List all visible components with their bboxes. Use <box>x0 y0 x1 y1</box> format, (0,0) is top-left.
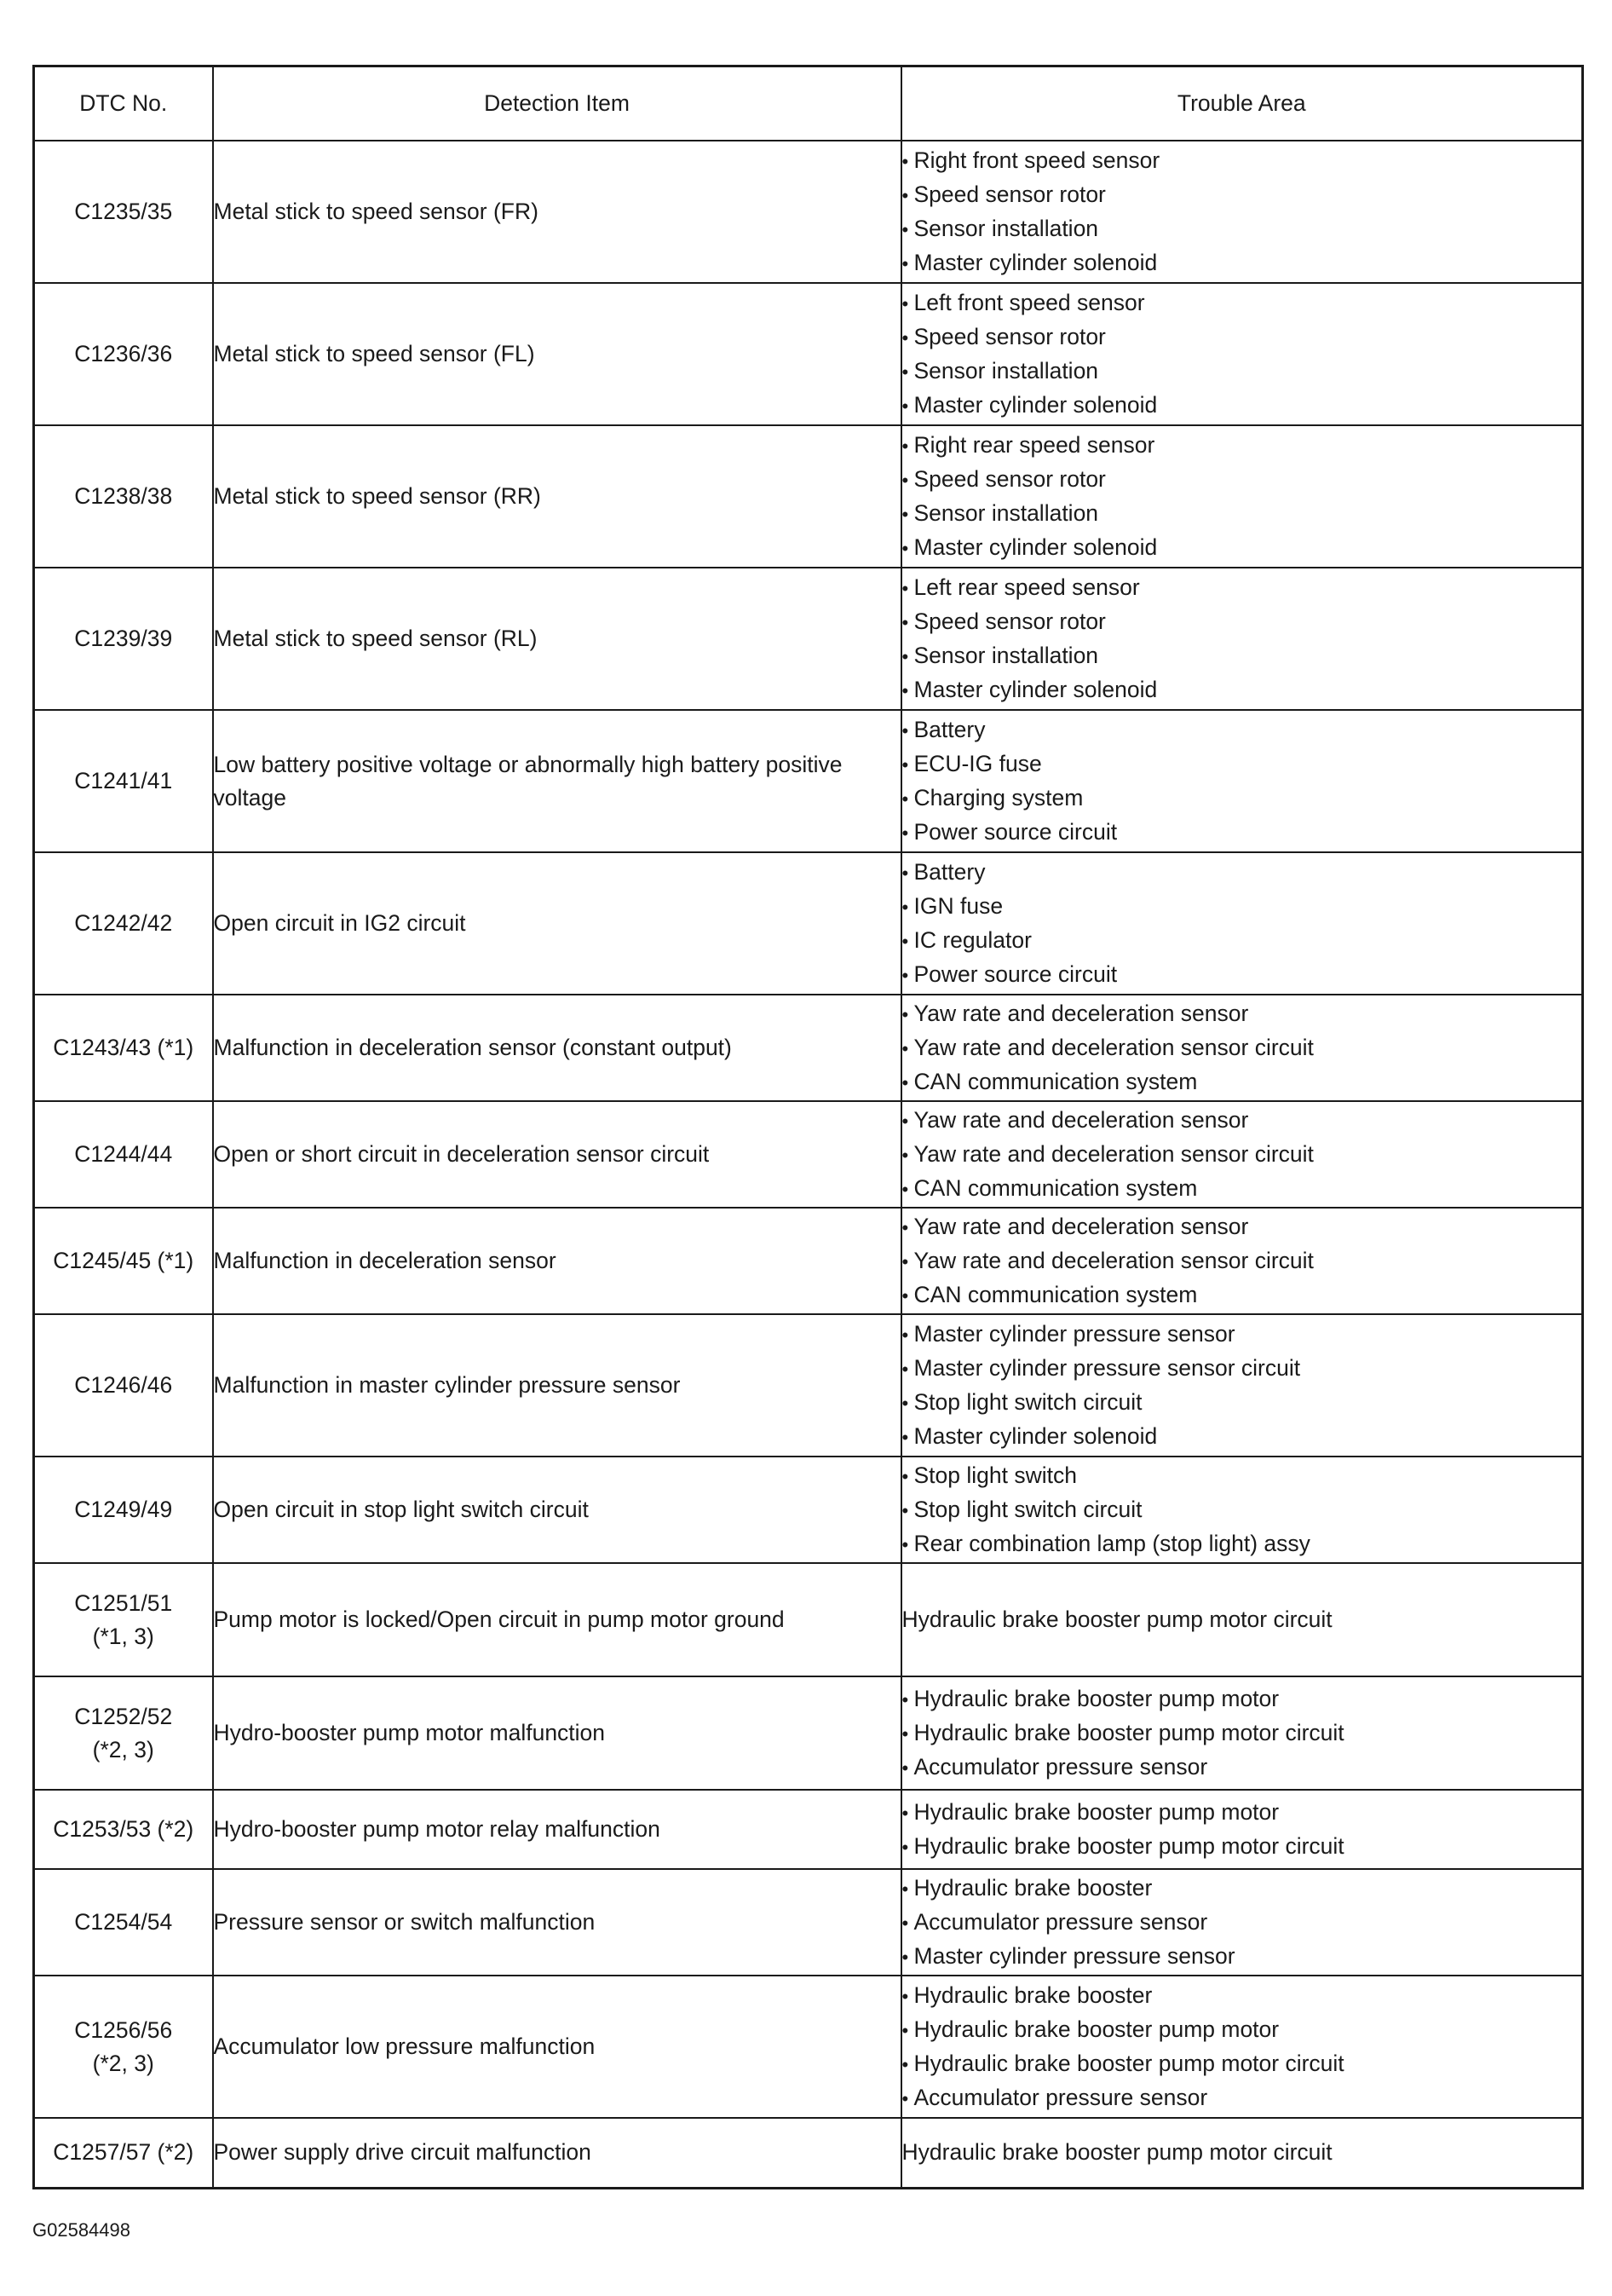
detection-item-cell: Low battery positive voltage or abnormally high battery positive voltage <box>213 710 901 852</box>
bullet-icon: • <box>901 964 909 986</box>
trouble-area-cell <box>901 1790 1583 1869</box>
dtc-code-cell <box>34 710 213 852</box>
bullet-icon: • <box>901 184 909 206</box>
trouble-area-text: Sensor installation <box>913 357 1099 384</box>
trouble-area-item <box>902 1527 1582 1561</box>
trouble-area-item <box>902 890 1582 924</box>
dtc-code-cell <box>34 283 213 425</box>
trouble-area-text: Battery <box>913 858 986 885</box>
trouble-area-item <box>902 1872 1582 1906</box>
trouble-area-text: Master cylinder solenoid <box>913 676 1158 702</box>
table-row <box>34 1563 1583 1676</box>
bullet-icon: • <box>901 1533 909 1555</box>
trouble-area-item <box>902 1682 1582 1716</box>
bullet-icon: • <box>901 2019 909 2041</box>
trouble-area-item <box>902 1031 1582 1065</box>
bullet-icon: • <box>901 1003 909 1025</box>
detection-item-cell: Metal stick to speed sensor (RR) <box>213 425 901 568</box>
trouble-area-cell <box>901 1976 1583 2118</box>
trouble-area-item <box>902 1104 1582 1138</box>
trouble-area-cell <box>901 995 1583 1101</box>
bullet-icon: • <box>901 1757 909 1779</box>
detection-item-cell: Metal stick to speed sensor (FL) <box>213 283 901 425</box>
trouble-area-item <box>902 1493 1582 1527</box>
trouble-area-text: CAN communication system <box>913 1174 1198 1201</box>
trouble-area-item <box>902 1065 1582 1099</box>
bullet-icon: • <box>901 469 909 491</box>
bullet-icon: • <box>901 645 909 667</box>
table-body <box>34 141 1583 2188</box>
trouble-area-text: Speed sensor rotor <box>913 323 1106 349</box>
detection-item-cell: Metal stick to speed sensor (FR) <box>213 141 901 283</box>
bullet-icon: • <box>901 1178 909 1200</box>
dtc-code-cell <box>34 425 213 568</box>
dtc-code-line: C1242/42 <box>74 910 173 936</box>
trouble-area-item <box>902 1172 1582 1206</box>
trouble-area-item <box>902 713 1582 747</box>
header-detection-item: Detection Item <box>213 66 901 141</box>
trouble-area-item <box>902 1278 1582 1312</box>
bullet-icon: • <box>901 930 909 952</box>
dtc-code-cell <box>34 1976 213 2118</box>
bullet-icon: • <box>901 1250 909 1272</box>
trouble-area-item <box>902 1138 1582 1172</box>
detection-item-cell: Hydro-booster pump motor relay malfunction <box>213 1790 901 1869</box>
trouble-area-text: Accumulator pressure sensor <box>913 1753 1208 1780</box>
trouble-area-text: CAN communication system <box>913 1281 1198 1307</box>
trouble-area-cell <box>901 1869 1583 1976</box>
trouble-area-item <box>902 497 1582 531</box>
trouble-area-text: Sensor installation <box>913 499 1099 526</box>
trouble-area-list <box>902 286 1582 423</box>
dtc-code-line: C1246/46 <box>74 1372 173 1398</box>
trouble-area-item <box>902 1830 1582 1864</box>
trouble-area-item <box>902 1244 1582 1278</box>
trouble-area-text: Hydraulic brake booster pump motor <box>913 1685 1280 1711</box>
dtc-code-line: C1239/39 <box>74 626 173 651</box>
trouble-area-text: Master cylinder solenoid <box>913 391 1158 418</box>
trouble-area-text: Hydraulic brake booster pump motor circuit <box>913 1719 1344 1745</box>
trouble-area-text: Sensor installation <box>913 642 1099 668</box>
table-row <box>34 710 1583 852</box>
trouble-area-text: Hydraulic brake booster <box>913 1874 1153 1901</box>
bullet-icon: • <box>901 218 909 240</box>
bullet-icon: • <box>901 1284 909 1307</box>
trouble-area-text: CAN communication system <box>913 1068 1198 1094</box>
dtc-code-line: (*2, 3) <box>92 1736 154 1762</box>
trouble-area-item <box>902 1352 1582 1386</box>
dtc-code-line: (*1, 3) <box>92 1623 154 1649</box>
trouble-area-cell <box>901 568 1583 710</box>
dtc-code-line: C1251/51 <box>74 1589 173 1616</box>
dtc-code-line: C1254/54 <box>74 1909 173 1935</box>
trouble-area-text: Yaw rate and deceleration sensor <box>913 1106 1249 1133</box>
bullet-icon: • <box>901 2087 909 2109</box>
table-row <box>34 568 1583 710</box>
table-row <box>34 1976 1583 2118</box>
bullet-icon: • <box>901 822 909 844</box>
table-row <box>34 1676 1583 1790</box>
trouble-area-cell <box>901 1676 1583 1790</box>
trouble-area-text: Yaw rate and deceleration sensor <box>913 1213 1249 1239</box>
dtc-code-cell <box>34 1314 213 1457</box>
table-row <box>34 2118 1583 2188</box>
detection-item-cell: Pressure sensor or switch malfunction <box>213 1869 901 1976</box>
bullet-icon: • <box>901 326 909 349</box>
table-row <box>34 995 1583 1101</box>
dtc-code-cell <box>34 1101 213 1208</box>
bullet-icon: • <box>901 862 909 884</box>
dtc-code-line: C1257/57 (*2) <box>53 2139 194 2166</box>
trouble-area-item <box>902 997 1582 1031</box>
trouble-area-item <box>902 389 1582 423</box>
trouble-area-item <box>902 1318 1582 1352</box>
detection-item-cell: Metal stick to speed sensor (RL) <box>213 568 901 710</box>
dtc-code-cell <box>34 852 213 995</box>
trouble-area-cell: Hydraulic brake booster pump motor circuit <box>901 1563 1583 1676</box>
trouble-area-item <box>902 639 1582 673</box>
trouble-area-item <box>902 1210 1582 1244</box>
trouble-area-text: Right rear speed sensor <box>913 431 1155 458</box>
trouble-area-text: Hydraulic brake booster <box>913 1982 1153 2008</box>
trouble-area-cell <box>901 1314 1583 1457</box>
trouble-area-text: Master cylinder solenoid <box>913 534 1158 560</box>
dtc-table-container <box>32 65 1581 2189</box>
bullet-icon: • <box>901 292 909 314</box>
detection-item-cell: Malfunction in deceleration sensor <box>213 1208 901 1314</box>
trouble-area-text: Battery <box>913 716 986 742</box>
trouble-area-item <box>902 1386 1582 1420</box>
trouble-area-text: IGN fuse <box>913 892 1004 919</box>
bullet-icon: • <box>901 1071 909 1093</box>
bullet-icon: • <box>901 435 909 457</box>
detection-item-cell: Malfunction in deceleration sensor (constant output) <box>213 995 901 1101</box>
trouble-area-cell: Hydraulic brake booster pump motor circuit <box>901 2118 1583 2188</box>
table-row <box>34 283 1583 425</box>
bullet-icon: • <box>901 1426 909 1448</box>
bullet-icon: • <box>901 1216 909 1238</box>
trouble-area-list <box>902 1979 1582 2115</box>
table-row <box>34 1869 1583 1976</box>
dtc-code-line: C1243/43 (*1) <box>53 1035 194 1060</box>
trouble-area-text: Yaw rate and deceleration sensor circuit <box>913 1140 1314 1167</box>
trouble-area-item <box>902 856 1582 890</box>
detection-item-cell: Malfunction in master cylinder pressure sensor <box>213 1314 901 1457</box>
dtc-code-line: C1241/41 <box>74 768 173 793</box>
bullet-icon: • <box>901 577 909 599</box>
bullet-icon: • <box>901 1144 909 1166</box>
trouble-area-text: Master cylinder pressure sensor <box>913 1942 1235 1969</box>
trouble-area-list <box>902 1872 1582 1974</box>
dtc-code-line: C1245/45 (*1) <box>53 1248 194 1273</box>
table-row <box>34 425 1583 568</box>
trouble-area-item <box>902 958 1582 992</box>
bullet-icon: • <box>901 1392 909 1414</box>
bullet-icon: • <box>901 1037 909 1059</box>
bullet-icon: • <box>901 395 909 417</box>
dtc-code-cell <box>34 141 213 283</box>
figure-id: G02584498 <box>32 2219 130 2241</box>
bullet-icon: • <box>901 719 909 741</box>
dtc-code-line: C1236/36 <box>74 341 173 366</box>
trouble-area-list <box>902 856 1582 992</box>
trouble-area-item <box>902 286 1582 320</box>
bullet-icon: • <box>901 787 909 810</box>
trouble-area-item <box>902 1420 1582 1454</box>
trouble-area-text: Stop light switch <box>913 1462 1077 1488</box>
trouble-area-cell <box>901 425 1583 568</box>
trouble-area-list <box>902 713 1582 850</box>
bullet-icon: • <box>901 679 909 701</box>
table-header-row <box>34 66 1583 141</box>
trouble-area-text: Master cylinder pressure sensor <box>913 1320 1235 1347</box>
trouble-area-item <box>902 246 1582 280</box>
trouble-area-list <box>902 1796 1582 1864</box>
dtc-code-cell <box>34 568 213 710</box>
dtc-code-cell <box>34 1676 213 1790</box>
trouble-area-item <box>902 673 1582 707</box>
detection-item-cell: Power supply drive circuit malfunction <box>213 2118 901 2188</box>
trouble-area-text: Speed sensor rotor <box>913 608 1106 634</box>
trouble-area-text: Yaw rate and deceleration sensor <box>913 1000 1249 1026</box>
trouble-area-cell <box>901 141 1583 283</box>
trouble-area-list <box>902 429 1582 565</box>
bullet-icon: • <box>901 252 909 274</box>
bullet-icon: • <box>901 896 909 918</box>
dtc-code-cell <box>34 1563 213 1676</box>
trouble-area-item <box>902 782 1582 816</box>
trouble-area-item <box>902 320 1582 355</box>
trouble-area-list <box>902 1104 1582 1206</box>
table-row <box>34 141 1583 283</box>
dtc-code-cell <box>34 1208 213 1314</box>
trouble-area-item <box>902 816 1582 850</box>
trouble-area-text: Yaw rate and deceleration sensor circuit <box>913 1034 1314 1060</box>
bullet-icon: • <box>901 1465 909 1487</box>
trouble-area-item <box>902 571 1582 605</box>
trouble-area-item <box>902 355 1582 389</box>
trouble-area-list <box>902 571 1582 707</box>
trouble-area-text: Rear combination lamp (stop light) assy <box>913 1530 1310 1556</box>
bullet-icon: • <box>901 1358 909 1380</box>
trouble-area-text: Left rear speed sensor <box>913 574 1140 600</box>
trouble-area-item <box>902 1459 1582 1493</box>
detection-item-cell: Hydro-booster pump motor malfunction <box>213 1676 901 1790</box>
dtc-code-line: (*2, 3) <box>92 2050 154 2076</box>
trouble-area-text: Speed sensor rotor <box>913 465 1106 492</box>
bullet-icon: • <box>901 1878 909 1900</box>
trouble-area-item <box>902 747 1582 782</box>
bullet-icon: • <box>901 361 909 383</box>
trouble-area-text: Right front speed sensor <box>913 147 1160 173</box>
detection-item-cell: Open circuit in stop light switch circuit <box>213 1457 901 1563</box>
trouble-area-item <box>902 1751 1582 1785</box>
table-row <box>34 1790 1583 1869</box>
bullet-icon: • <box>901 2053 909 2075</box>
trouble-area-text: Power source circuit <box>913 961 1118 987</box>
trouble-area-item <box>902 924 1582 958</box>
table-row <box>34 1101 1583 1208</box>
trouble-area-list <box>902 997 1582 1099</box>
dtc-code-line: C1238/38 <box>74 483 173 509</box>
trouble-area-text: Power source circuit <box>913 818 1118 845</box>
bullet-icon: • <box>901 1324 909 1346</box>
bullet-icon: • <box>901 611 909 633</box>
trouble-area-text: Speed sensor rotor <box>913 181 1106 207</box>
detection-item-cell: Open circuit in IG2 circuit <box>213 852 901 995</box>
bullet-icon: • <box>901 1912 909 1934</box>
bullet-icon: • <box>901 1836 909 1858</box>
header-trouble-area: Trouble Area <box>901 66 1583 141</box>
trouble-area-text: ECU-IG fuse <box>913 750 1042 776</box>
detection-item-cell: Accumulator low pressure malfunction <box>213 1976 901 2118</box>
bullet-icon: • <box>901 150 909 172</box>
trouble-area-text: Accumulator pressure sensor <box>913 1908 1208 1935</box>
trouble-area-item <box>902 2081 1582 2115</box>
trouble-area-cell <box>901 1208 1583 1314</box>
trouble-area-item <box>902 605 1582 639</box>
trouble-area-text: Stop light switch circuit <box>913 1388 1143 1415</box>
trouble-area-item <box>902 1979 1582 2013</box>
dtc-code-line: C1235/35 <box>74 199 173 224</box>
trouble-area-text: Master cylinder pressure sensor circuit <box>913 1354 1301 1381</box>
dtc-code-line: C1252/52 <box>74 1703 173 1729</box>
trouble-area-text: Master cylinder solenoid <box>913 1422 1158 1449</box>
trouble-area-text: Stop light switch circuit <box>913 1496 1143 1522</box>
trouble-area-text: Left front speed sensor <box>913 289 1145 315</box>
dtc-code-cell <box>34 1790 213 1869</box>
bullet-icon: • <box>901 1110 909 1132</box>
dtc-code-line: C1249/49 <box>74 1497 173 1522</box>
trouble-area-item <box>902 531 1582 565</box>
trouble-area-list <box>902 1318 1582 1454</box>
trouble-area-text: Hydraulic brake booster pump motor <box>913 1798 1280 1825</box>
dtc-code-line: C1244/44 <box>74 1141 173 1167</box>
dtc-code-cell <box>34 1869 213 1976</box>
trouble-area-cell <box>901 283 1583 425</box>
trouble-area-cell <box>901 852 1583 995</box>
trouble-area-cell <box>901 710 1583 852</box>
table-row <box>34 1457 1583 1563</box>
bullet-icon: • <box>901 537 909 559</box>
table-row <box>34 1208 1583 1314</box>
trouble-area-text: Sensor installation <box>913 215 1099 241</box>
trouble-area-text: Charging system <box>913 784 1084 811</box>
dtc-code-cell <box>34 1457 213 1563</box>
bullet-icon: • <box>901 1688 909 1710</box>
trouble-area-text: Yaw rate and deceleration sensor circuit <box>913 1247 1314 1273</box>
bullet-icon: • <box>901 503 909 525</box>
bullet-icon: • <box>901 753 909 776</box>
trouble-area-item <box>902 144 1582 178</box>
trouble-area-item <box>902 463 1582 497</box>
bullet-icon: • <box>901 1722 909 1745</box>
dtc-code-cell <box>34 2118 213 2188</box>
detection-item-cell: Open or short circuit in deceleration sensor circuit <box>213 1101 901 1208</box>
trouble-area-item <box>902 212 1582 246</box>
trouble-area-item <box>902 429 1582 463</box>
table-row <box>34 852 1583 995</box>
dtc-code-line: C1256/56 <box>74 2016 173 2043</box>
dtc-code-cell <box>34 995 213 1101</box>
trouble-area-list <box>902 1210 1582 1312</box>
trouble-area-text: Accumulator pressure sensor <box>913 2084 1208 2110</box>
header-dtc-no: DTC No. <box>34 66 213 141</box>
trouble-area-item <box>902 1716 1582 1751</box>
table-row <box>34 1314 1583 1457</box>
trouble-area-list <box>902 1682 1582 1785</box>
trouble-area-text: Hydraulic brake booster pump motor circuit <box>913 2050 1344 2076</box>
dtc-code-line: C1253/53 (*2) <box>53 1816 194 1842</box>
trouble-area-item <box>902 2013 1582 2047</box>
bullet-icon: • <box>901 1499 909 1521</box>
trouble-area-cell <box>901 1101 1583 1208</box>
trouble-area-item <box>902 1906 1582 1940</box>
trouble-area-list <box>902 144 1582 280</box>
dtc-table <box>32 65 1584 2189</box>
bullet-icon: • <box>901 1985 909 2007</box>
trouble-area-item <box>902 2047 1582 2081</box>
trouble-area-text: IC regulator <box>913 926 1032 953</box>
trouble-area-text: Hydraulic brake booster pump motor <box>913 2016 1280 2042</box>
detection-item-cell: Pump motor is locked/Open circuit in pump motor ground <box>213 1563 901 1676</box>
trouble-area-text: Master cylinder solenoid <box>913 249 1158 275</box>
trouble-area-item <box>902 1796 1582 1830</box>
trouble-area-list <box>902 1459 1582 1561</box>
bullet-icon: • <box>901 1946 909 1968</box>
trouble-area-cell <box>901 1457 1583 1563</box>
trouble-area-item <box>902 178 1582 212</box>
bullet-icon: • <box>901 1802 909 1824</box>
trouble-area-item <box>902 1940 1582 1974</box>
trouble-area-text: Hydraulic brake booster pump motor circuit <box>913 1832 1344 1859</box>
